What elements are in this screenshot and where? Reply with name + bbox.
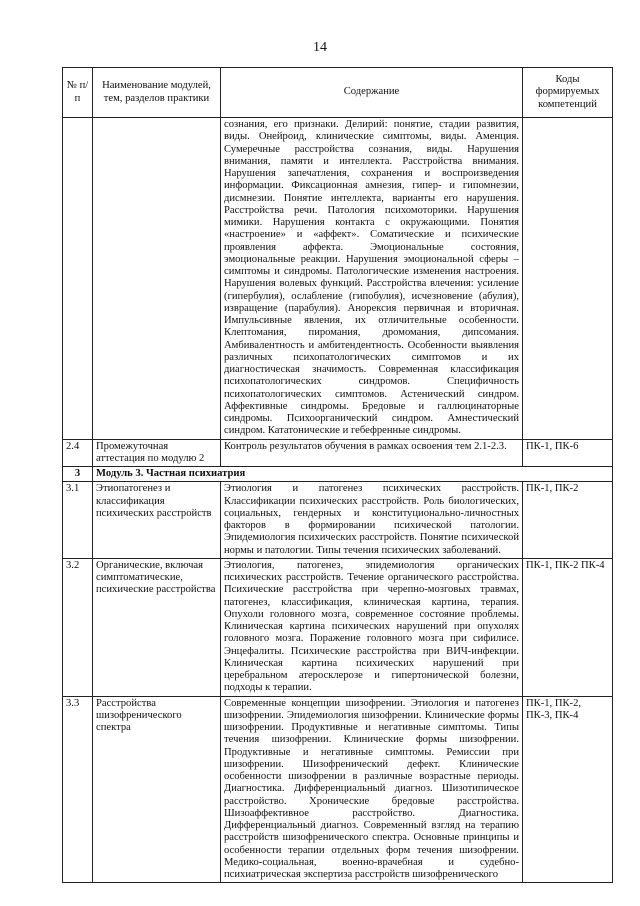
row-name — [93, 118, 221, 440]
table-row — [63, 439, 613, 467]
header-name: Наименование модулей, тем, разделов практики — [93, 68, 221, 118]
row-codes — [523, 118, 613, 440]
table-header-row — [63, 68, 613, 118]
row-name: Органические, включая симптоматические, психические расстройства — [93, 558, 221, 696]
table-row — [63, 482, 613, 559]
module-row — [63, 467, 613, 482]
header-codes: Коды формируемых компетенций — [523, 68, 613, 118]
curriculum-table — [62, 67, 613, 883]
page-number: 14 — [313, 40, 327, 55]
module-num: 3 — [63, 467, 93, 482]
row-codes: ПК-1, ПК-2 — [523, 482, 613, 559]
row-content: Этиология, патогенез, эпидемиология органических психических расстройств. Течение органического расстройства. Психические расстройства при черепно-мозговых травмах, патогенез, классификация, клиническая картина, терапия. Опухоли головного мозга, современное состояние проблемы. Клиническая картина психических нарушений при опухолях головного мозга. Поражение головного мозга при сифилисе. Энцефалиты. Психические расстройства при ВИЧ-инфекции. Клиническая картина психических нарушений при церебральном атеросклерозе и гипертонической болезни, подходы к терапии. — [221, 558, 523, 696]
row-codes: ПК-1, ПК-2 ПК-4 — [523, 558, 613, 696]
header-content: Содержание — [221, 68, 523, 118]
row-content: Современные концепции шизофрении. Этиология и патогенез шизофрении. Эпидемиология шизофрении. Клинические формы шизофрении. Продуктивные и негативные симптомы. Типы течения шизофрении. Клинические формы шизофрении. Продуктивные и негативные симптомы. Ремиссии при шизофрении. Шизофренический дефект. Клинические особенности шизофрении в различные возрастные периоды. Диагностика. Дифференциальный диагноз. Шизотипическое расстройство. Хронические бредовые расстройства. Шизоаффективное расстройство. Диагностика. Дифференциальный диагноз. Современный взгляд на терапию расстройств шизофренического спектра. Основные принципы и особенности терапии отдельных форм течения шизофрении. Медико-социальная, военно-врачебная и судебно-психиатрическая экспертиза расстройств шизофренического — [221, 696, 523, 883]
table-row — [63, 558, 613, 696]
module-title: Модуль 3. Частная психиатрия — [93, 467, 613, 482]
row-name: Расстройства шизофренического спектра — [93, 696, 221, 883]
row-num — [63, 118, 93, 440]
row-num: 3.2 — [63, 558, 93, 696]
header-num: № п/п — [63, 68, 93, 118]
row-codes: ПК-1, ПК-6 — [523, 439, 613, 467]
row-num: 3.1 — [63, 482, 93, 559]
table-row — [63, 696, 613, 883]
row-name: Этиопатогенез и классификация психических расстройств — [93, 482, 221, 559]
row-num: 2.4 — [63, 439, 93, 467]
row-num: 3.3 — [63, 696, 93, 883]
row-name: Промежуточная аттестация по модулю 2 — [93, 439, 221, 467]
row-content: Этиология и патогенез психических расстройств. Классификации психических расстройств. Роль биологических, социальных, гендерных и конституционально-личностных факторов в формировании психической патологии. Эпидемиология психических расстройств. Понятие психической нормы и патологии. Типы течения психических заболеваний. — [221, 482, 523, 559]
row-content: Контроль результатов обучения в рамках освоения тем 2.1-2.3. — [221, 439, 523, 467]
table-row — [63, 118, 613, 440]
row-codes: ПК-1, ПК-2, ПК-3, ПК-4 — [523, 696, 613, 883]
row-content: сознания, его признаки. Делирий: понятие, стадии развития, виды. Онейроид, клинические симптомы, виды. Аменция. Сумеречные расстройства сознания, виды. Нарушения внимания, памяти и интеллекта. Расстройства внимания. Нарушения запечатления, сохранения и воспроизведения информации. Фиксационная амнезия, гипер- и гипомнезии, дисмнезии. Понятие интеллекта, варианты его нарушения. Расстройства речи. Патология психомоторики. Нарушения мимики. Нарушения контакта с окружающими. Понятия «настроение» и «аффект». Соматические и психические проявления аффекта. Эмоциональные состояния, эмоциональные реакции. Нарушения эмоциональной сферы – симптомы и синдромы. Патологические изменения настроения. Нарушения волевых функций. Расстройства влечения: усиление (гипербулия), ослабление (гипобулия), исчезновение (абулия), извращение (парабулия). Анорексия первичная и вторичная. Импульсивные явления, их отличительные особенности. Клептомания, пиромания, дромомания, дипсомания. Амбивалентность и амбитендентность. Особенности выявления различных психопатологических симптомов и их диагностическая значимость. Современная классификация психопатологических синдромов. Специфичность психопатологических симптомов. Астенический синдром. Аффективные синдромы. Бредовые и галлюцинаторные синдромы. Психоорганический синдром. Амнестический синдром. Кататонические и гебефренные синдромы. — [221, 118, 523, 440]
